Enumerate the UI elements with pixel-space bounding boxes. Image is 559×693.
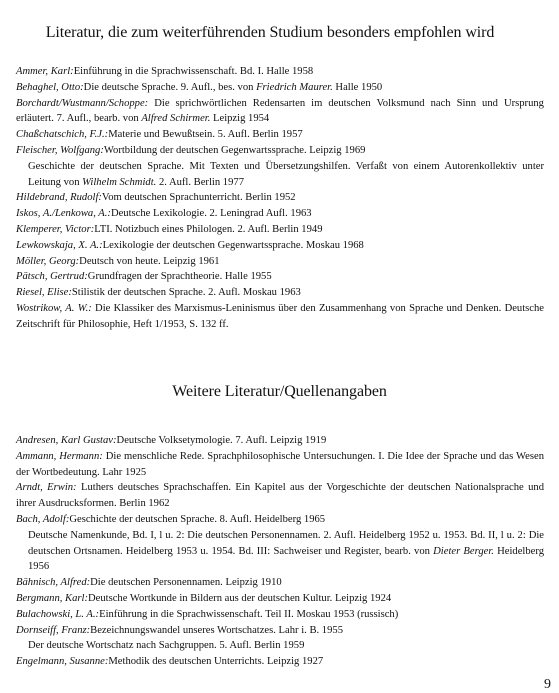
entry-editor: Alfred Schirmer. (141, 113, 211, 125)
bibliography-entry (16, 623, 544, 655)
bibliography-entry (16, 254, 544, 270)
bibliography-entry (16, 222, 544, 238)
entry-continuation (16, 638, 544, 654)
bibliography-entry (16, 64, 544, 80)
entry-editor: Friedrich Maurer. (256, 81, 333, 93)
bibliography-entry (16, 206, 544, 222)
entry-author: Bach, Adolf: (16, 513, 70, 525)
entry-text: Geschichte der deutschen Sprache. 8. Aufl. Heidelberg 1965 (69, 513, 326, 525)
bibliography-entry (16, 607, 544, 623)
bibliography-list-further (16, 433, 544, 670)
entry-author: Bähnisch, Alfred: (16, 577, 91, 589)
continuation-text-tail: 2. Aufl. Berlin 1977 (156, 176, 244, 188)
entry-text: Die sprichwörtlichen Redensarten im deutschen Volksmund nach Sinn und Ursprung erläutert. 7. Aufl., bearb. von (16, 97, 544, 125)
entry-author: Klemperer, Victor: (16, 223, 95, 235)
entry-author: Chaßchatschich, F.J.: (16, 129, 109, 141)
entry-author: Engelmann, Susanne: (16, 656, 109, 668)
bibliography-entry (16, 512, 544, 575)
entry-editor: Wilhelm Schmidt. (82, 176, 157, 188)
bibliography-entry (16, 127, 544, 143)
entry-text: Die menschliche Rede. Sprachphilosophische Untersuchungen. I. Die Idee der Sprache und das Wesen der Wortbedeutung. Lahr 1925 (16, 450, 544, 478)
entry-author: Bergmann, Karl: (16, 592, 88, 604)
bibliography-entry (16, 285, 544, 301)
bibliography-list-recommended (16, 64, 544, 333)
entry-author: Borchardt/Wustmann/Schoppe: (16, 97, 149, 109)
section-heading-recommended: Literatur, die zum weiterführenden Studium besonders empfohlen wird (45, 24, 495, 41)
entry-continuation (16, 528, 544, 575)
entry-author: Arndt, Erwin: (16, 482, 77, 494)
bibliography-entry (16, 480, 544, 512)
entry-text: Bezeichnungswandel unseres Wortschatzes. Lahr i. B. 1955 (90, 624, 343, 636)
bibliography-entry (16, 143, 544, 190)
entry-text: Deutsche Wortkunde in Bildern aus der deutschen Kultur. Leipzig 1924 (88, 592, 392, 604)
bibliography-entry (16, 449, 544, 481)
continuation-text: Der deutsche Wortschatz nach Sachgruppen. 5. Aufl. Berlin 1959 (28, 640, 305, 652)
entry-text: Stilistik der deutschen Sprache. 2. Aufl. Moskau 1963 (71, 287, 301, 299)
entry-text: LTI. Notizbuch eines Philologen. 2. Aufl. Berlin 1949 (94, 223, 323, 235)
entry-author: Möller, Georg: (16, 255, 80, 267)
entry-continuation (16, 159, 544, 191)
entry-text-tail: Halle 1950 (332, 81, 383, 93)
bibliography-entry (16, 575, 544, 591)
entry-text-tail: Leipzig 1954 (210, 113, 270, 125)
bibliography-entry (16, 654, 544, 670)
entry-text: Vom deutschen Sprachunterricht. Berlin 1952 (101, 192, 296, 204)
entry-text: Einführung in die Sprachwissenschaft. Teil II. Moskau 1953 (russisch) (99, 608, 399, 620)
entry-text: Grundfragen der Sprachtheorie. Halle 1955 (87, 271, 272, 283)
entry-author: Hildebrand, Rudolf: (16, 192, 102, 204)
entry-author: Pätsch, Gertrud: (16, 271, 88, 283)
continuation-text: Geschichte der deutschen Sprache. Mit Texten und Übersetzungshilfen. Verfaßt von einem Autorenkollektiv unter Leitung von (28, 160, 544, 188)
continuation-text: Deutsche Namenkunde, Bd. I, l u. 2: Die deutschen Personennamen. 2. Aufl. Heidelberg 1952 u. 1953. Bd. II, l u. 2: Die deutschen Ortsnamen. Heidelberg 1953 u. 1954. Bd. III: Sachweiser und Register, bearb. von (28, 529, 544, 557)
entry-text: Die deutsche Sprache. 9. Aufl., bes. von (83, 81, 257, 93)
entry-text: Einführung in die Sprachwissenschaft. Bd. I. Halle 1958 (73, 66, 314, 77)
entry-author: Behaghel, Otto: (16, 81, 84, 93)
bibliography-entry (16, 269, 544, 285)
entry-author: Andresen, Karl Gustav: (16, 435, 117, 446)
section-heading-further: Weitere Literatur/Quellenangaben (172, 383, 387, 400)
entry-text: Materie und Bewußtsein. 5. Aufl. Berlin 1957 (108, 129, 303, 141)
entry-author: Wostrikow, A. W.: (16, 302, 92, 314)
bibliography-entry (16, 433, 544, 449)
page-number: 9 (544, 677, 551, 692)
entry-text: Deutsche Volksetymologie. 7. Aufl. Leipzig 1919 (116, 435, 327, 446)
entry-text: Die Klassiker des Marxismus-Leninismus über den Zusammenhang von Sprache und Denken. Deutsche Zeitschrift für Philosophie, Heft 1/1953, S. 132 ff. (16, 302, 544, 330)
entry-author: Ammann, Hermann: (16, 450, 103, 462)
entry-author: Riesel, Elise: (16, 287, 72, 299)
bibliography-entry (16, 238, 544, 254)
entry-editor: Dieter Berger. (433, 545, 494, 557)
entry-author: Fleischer, Wolfgang: (16, 144, 104, 156)
entry-author: Dornseiff, Franz: (16, 624, 91, 636)
entry-text: Deutsche Lexikologie. 2. Leningrad Aufl. 1963 (110, 208, 312, 220)
continuation-text-tail: Heidelberg 1956 (28, 545, 544, 573)
entry-author: Iskos, A./Lenkowa, A.: (16, 208, 111, 220)
bibliography-entry (16, 591, 544, 607)
bibliography-entry (16, 80, 544, 96)
bibliography-entry (16, 190, 544, 206)
entry-author: Ammer, Karl: (16, 66, 74, 77)
entry-author: Bulachowski, L. A.: (16, 608, 100, 620)
entry-text: Luthers deutsches Sprachschaffen. Ein Kapitel aus der Vorgeschichte der deutschen Nationalsprache und ihrer Ausdrucksformen. Berlin 1962 (16, 482, 545, 510)
bibliography-entry (16, 301, 544, 333)
entry-text: Wortbildung der deutschen Gegenwartssprache. Leipzig 1969 (103, 144, 366, 156)
entry-text: Lexikologie der deutschen Gegenwartssprache. Moskau 1968 (102, 239, 364, 251)
entry-text: Die deutschen Personennamen. Leipzig 1910 (90, 577, 282, 589)
entry-text: Methodik des deutschen Unterrichts. Leipzig 1927 (108, 656, 324, 668)
entry-text: Deutsch von heute. Leipzig 1961 (79, 255, 220, 267)
bibliography-entry (16, 96, 544, 128)
entry-author: Lewkowskaja, X. A.: (16, 239, 103, 251)
